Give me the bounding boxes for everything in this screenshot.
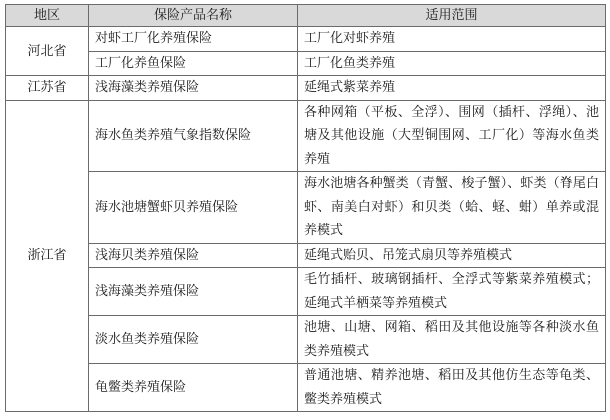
header-scope: 适用范围	[298, 5, 606, 27]
table-row	[6, 51, 606, 76]
scope-cell: 海水池塘各种蟹类（青蟹、梭子蟹）、虾类（脊尾白虾、南美白对虾）和贝类（蛤、蛏、蚶）单养或混养模式	[298, 172, 606, 244]
product-cell: 海水鱼类养殖气象指数保险	[89, 100, 298, 172]
product-cell: 浅海藻类养殖保险	[89, 268, 298, 316]
scope-cell: 毛竹插杆、玻璃钢插杆、全浮式等紫菜养殖模式；延绳式羊栖菜等养殖模式	[298, 268, 606, 316]
insurance-table-container	[5, 4, 605, 412]
region-cell: 河北省	[6, 27, 89, 76]
table-row	[6, 172, 606, 244]
product-cell: 浅海藻类养殖保险	[89, 76, 298, 101]
scope-cell: 延绳式贻贝、吊笼式扇贝等养殖模式	[298, 243, 606, 268]
product-cell: 浅海贝类养殖保险	[89, 243, 298, 268]
scope-cell: 工厂化鱼类养殖	[298, 51, 606, 76]
scope-cell: 工厂化对虾养殖	[298, 27, 606, 52]
product-cell: 海水池塘蟹虾贝养殖保险	[89, 172, 298, 244]
region-cell: 江苏省	[6, 76, 89, 101]
region-cell: 浙江省	[6, 100, 89, 412]
table-header-row	[6, 5, 606, 27]
table-row	[6, 316, 606, 364]
scope-cell: 普通池塘、精养池塘、稻田及其他仿生态等龟类、鳖类养殖模式	[298, 364, 606, 412]
table-row	[6, 27, 606, 52]
table-row	[6, 76, 606, 101]
product-cell: 工厂化养鱼保险	[89, 51, 298, 76]
insurance-products-table	[5, 4, 606, 412]
header-product-name: 保险产品名称	[89, 5, 298, 27]
scope-cell: 池塘、山塘、网箱、稻田及其他设施等各种淡水鱼类养殖模式	[298, 316, 606, 364]
table-row	[6, 243, 606, 268]
product-cell: 龟鳖类养殖保险	[89, 364, 298, 412]
product-cell: 对虾工厂化养殖保险	[89, 27, 298, 52]
table-row	[6, 364, 606, 412]
scope-cell: 延绳式紫菜养殖	[298, 76, 606, 101]
header-region: 地区	[6, 5, 89, 27]
table-row	[6, 268, 606, 316]
table-row	[6, 100, 606, 172]
scope-cell: 各种网箱（平板、全浮）、围网（插杆、浮绳）、池塘及其他设施（大型铜围网、工厂化）等海水鱼类养殖	[298, 100, 606, 172]
product-cell: 淡水鱼类养殖保险	[89, 316, 298, 364]
